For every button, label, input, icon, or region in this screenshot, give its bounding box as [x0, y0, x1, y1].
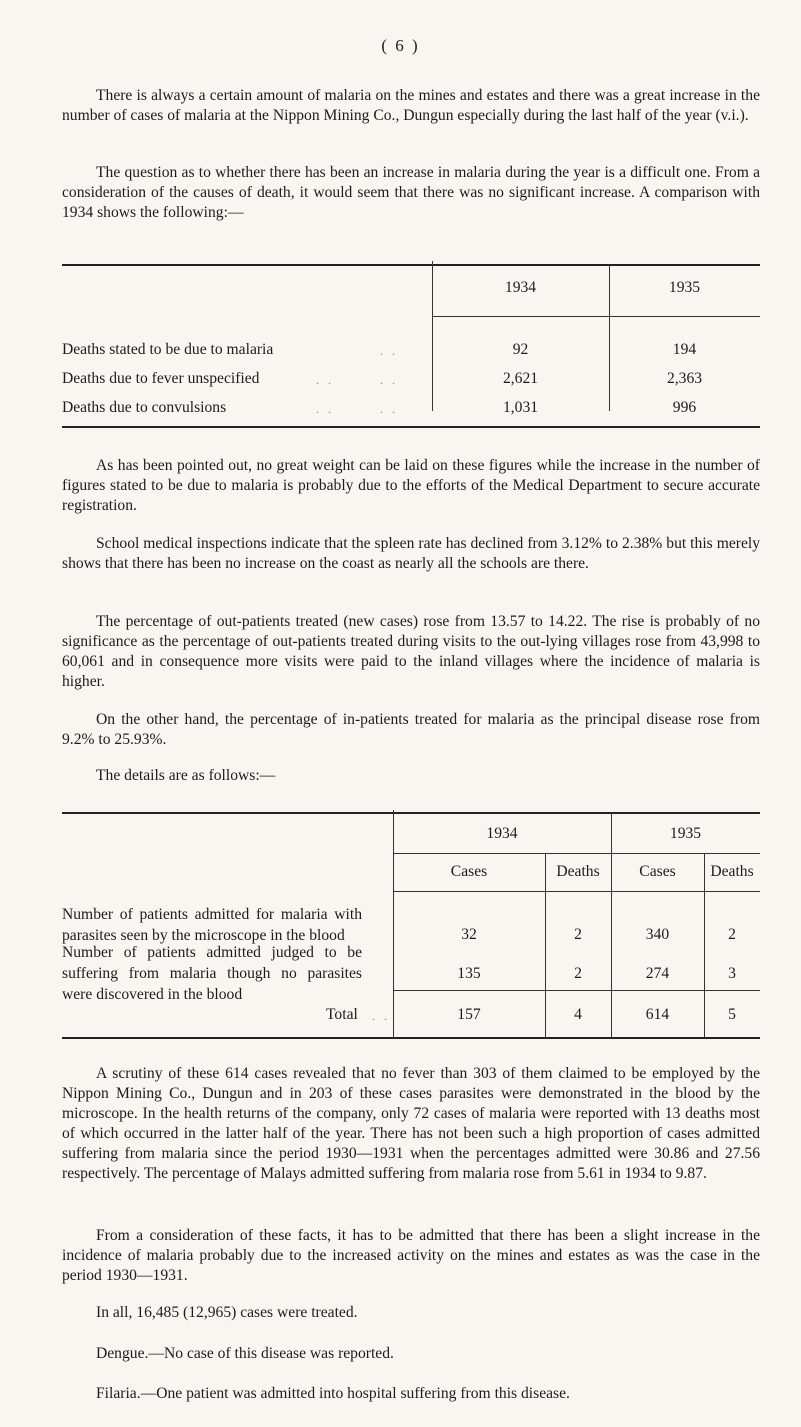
paragraph-7: The details are as follows:— [96, 767, 276, 784]
paragraph-1: There is always a certain amount of malaria on the mines and estates and there was a great increase in the number of cases of malaria at the Nippon Mining Co., Dungun especially during the last half of the year (v.i.). [62, 87, 760, 124]
table1-value-1935: 194 [672, 341, 697, 358]
leader-dots: . . [380, 373, 398, 387]
table1-header-1935: 1935 [668, 279, 701, 296]
table1-top-rule [62, 264, 760, 266]
table1-value-1935: 996 [672, 399, 697, 416]
table1-header-rule [432, 316, 760, 317]
table2-row-label: Number of patients admitted judged to be suffering from malaria though no parasites were discovered in the blood [62, 944, 362, 1003]
table2-top-rule [62, 812, 760, 814]
table1-value-1935: 2,363 [666, 370, 703, 387]
table2-year-1935: 1935 [669, 825, 702, 842]
page-number: ( 6 ) [381, 36, 420, 55]
table2-total-label: Total [326, 1006, 358, 1023]
table2-cell: 2 [574, 926, 582, 943]
table1-value-1934: 1,031 [502, 399, 539, 416]
paragraph-10: In all, 16,485 (12,965) cases were treated. [96, 1304, 358, 1321]
leader-dots: . . [372, 1009, 390, 1023]
table1-row-label: Deaths due to convulsions [62, 399, 227, 416]
table2-subheader-rule [393, 891, 760, 892]
table2-year-rule [393, 853, 760, 854]
paragraph-8: A scrutiny of these 614 cases revealed that no fever than 303 of them claimed to be employed by the Nippon Mining Co., Dungun and in 203 of these cases parasites were demonstrated in the blood by the microscope. In the health returns of the company, only 72 cases of malaria were reported with 13 deaths most of which occurred in the latter half of the year. There has not been such a high proportion of cases admitted suffering from malaria since the period 1930—1931 when the percentages admitted were 30.86 and 27.56 respectively. The percentage of Malays admitted suffering from malaria rose from 5.61 in 1934 to 9.87. [62, 1065, 760, 1182]
table2-cell: 2 [728, 926, 736, 943]
table2-total-cell: 5 [728, 1006, 736, 1023]
table2-year-1934: 1934 [486, 825, 518, 842]
paragraph-12: Filaria.—One patient was admitted into hospital suffering from this disease. [96, 1385, 570, 1402]
paragraph-2: The question as to whether there has been an increase in malaria during the year is a difficult one. From a consideration of the causes of death, it would seem that there was no significant increase. A comparison with 1934 shows the following:— [62, 164, 760, 221]
paragraph-9: From a consideration of these facts, it has to be admitted that there has been a slight increase in the incidence of malaria probably due to the increased activity on the mines and estates as was the case in the period 1930—1931. [62, 1227, 760, 1284]
leader-dots: . . [380, 402, 398, 416]
table2-subheader-deaths: Deaths [710, 863, 754, 880]
table2-total-rule [393, 990, 760, 991]
paragraph-5: The percentage of out-patients treated (new cases) rose from 13.57 to 14.22. The rise is probably of no significance as the percentage of out-patients treated during visits to the out-lying villages rose from 43,998 to 60,061 and in consequence more visits were paid to the inland villages where the incidence of malaria is higher. [62, 613, 760, 690]
table2-total-cell: 157 [457, 1006, 481, 1023]
leader-dots: . . [316, 373, 334, 387]
table1-header-1934: 1934 [504, 279, 537, 296]
table1-row-label: Deaths due to fever unspecified [62, 370, 260, 387]
paragraph-4: School medical inspections indicate that the spleen rate has declined from 3.12% to 2.38% but this merely shows that there has been no increase on the coast as nearly all the schools are there. [62, 535, 760, 572]
table2-cell: 135 [457, 965, 481, 982]
table2-cell: 3 [728, 965, 736, 982]
table1-bottom-rule [62, 426, 760, 428]
table2-total-cell: 4 [574, 1006, 582, 1023]
table2-cell: 32 [461, 926, 477, 943]
table2-subheader-cases: Cases [450, 863, 488, 880]
leader-dots: . . [316, 402, 334, 416]
table2-cell: 274 [645, 965, 670, 982]
table2-cell: 2 [574, 965, 582, 982]
table2-subheader-cases: Cases [639, 863, 676, 880]
table2-divider [393, 810, 394, 1038]
paragraph-6: On the other hand, the percentage of in-patients treated for malaria as the principal disease rose from 9.2% to 25.93%. [62, 711, 760, 748]
paragraph-11: Dengue.—No case of this disease was reported. [96, 1345, 394, 1362]
table2-total-cell: 614 [645, 1006, 670, 1023]
table2-row-label: Number of patients admitted for malaria with parasites seen by the microscope in the blood [62, 906, 362, 944]
table2-subheader-deaths: Deaths [556, 863, 600, 880]
table1-value-1934: 92 [512, 341, 529, 358]
table2-cell: 340 [645, 926, 670, 943]
table2-bottom-rule [62, 1037, 760, 1039]
table1-row-label: Deaths stated to be due to malaria [62, 341, 274, 358]
table1-value-1934: 2,621 [502, 370, 539, 387]
paragraph-3: As has been pointed out, no great weight can be laid on these figures while the increase in the number of figures stated to be due to malaria is probably due to the efforts of the Medical Department to secure accurate registration. [62, 457, 760, 514]
leader-dots: . . [380, 344, 398, 358]
